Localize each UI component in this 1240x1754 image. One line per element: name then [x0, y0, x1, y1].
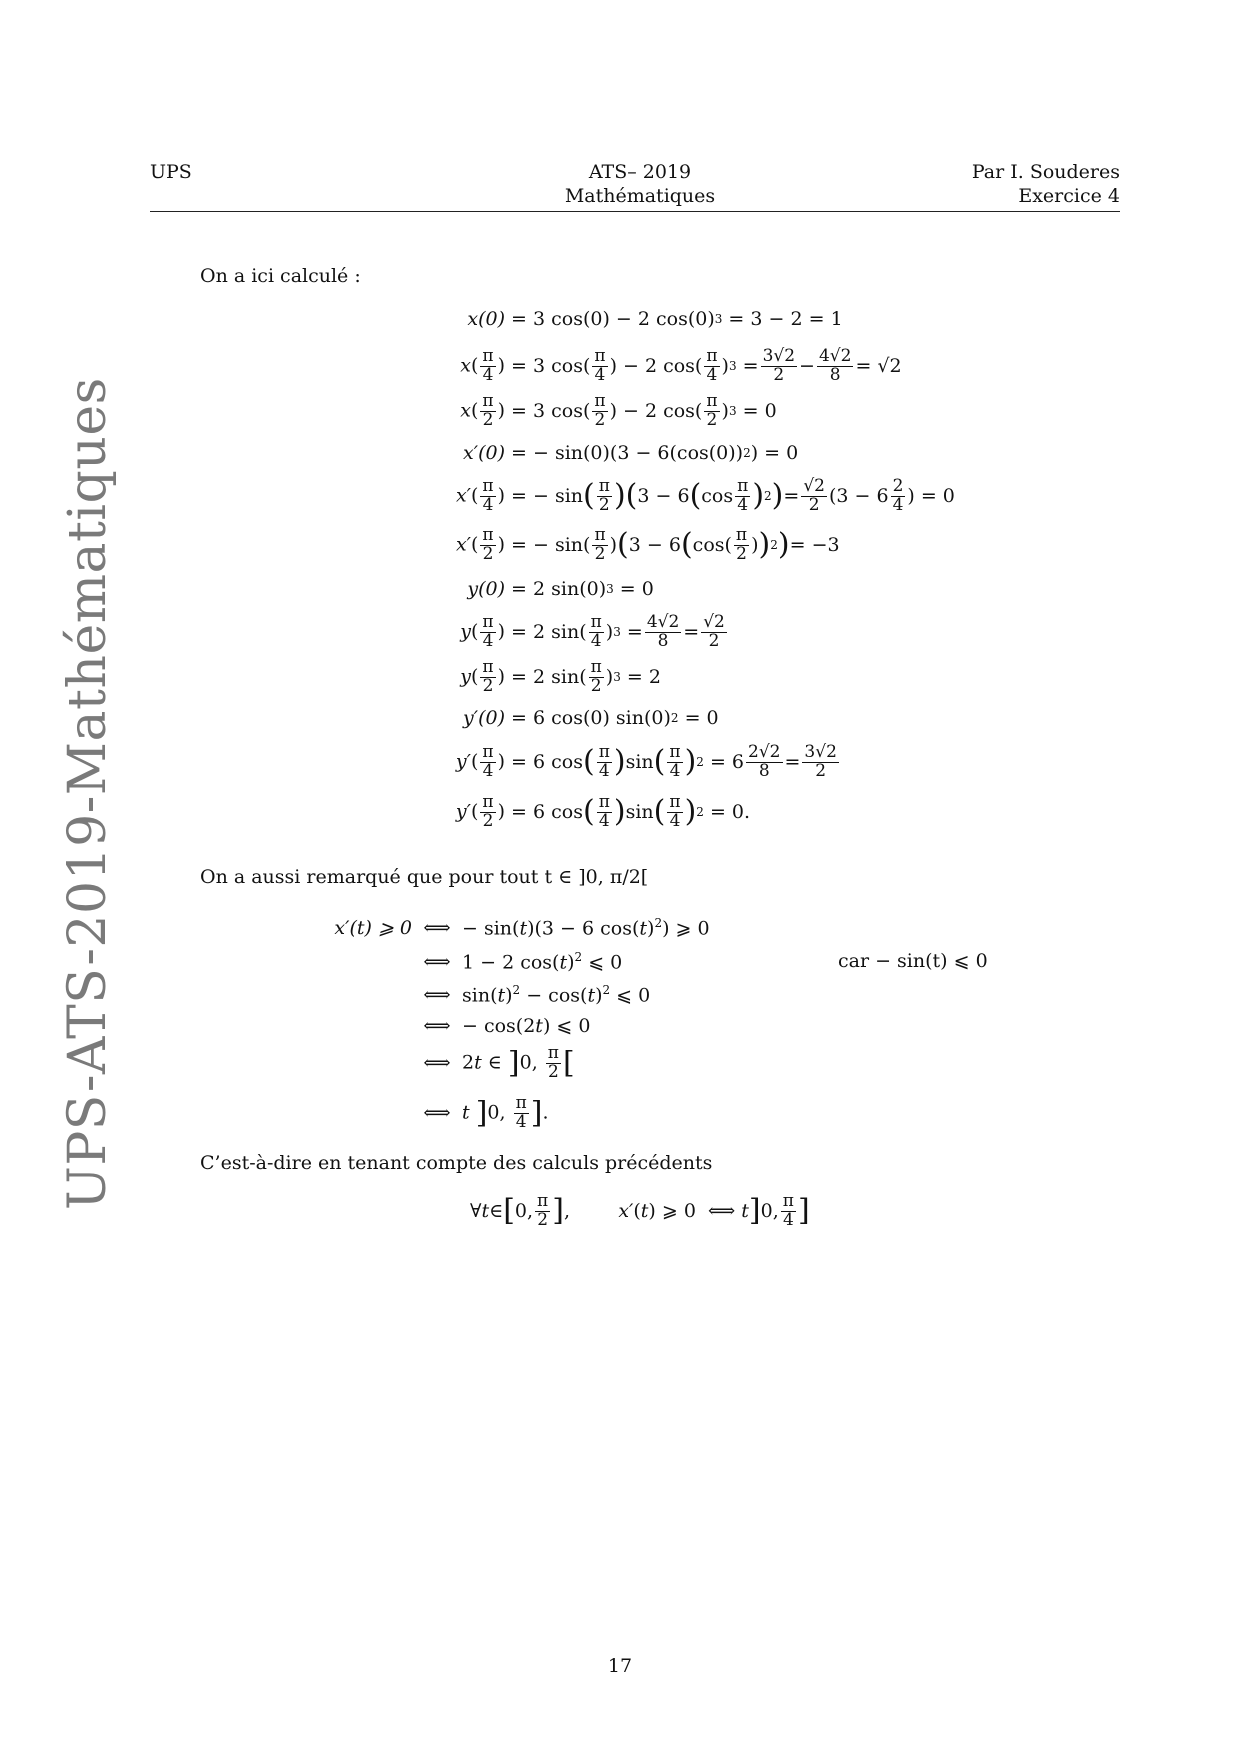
- intro-text: On a ici calculé :: [200, 265, 361, 287]
- header-center-line2: Mathématiques: [564, 185, 716, 207]
- header-left: UPS: [150, 161, 192, 183]
- header-right: [972, 160, 1120, 208]
- computation-line: x′( $\frac{\pi}{4}$ ) = − sin ( $\frac{\pi}{2}$ ) ( 3 − 6 ( cos $\frac{\pi}{4}$ ) 2 ) = $\frac{√2}{2}$ (3 − 6 $\frac{2}{4}$ ) = 0: [455, 476, 955, 515]
- header-center: [470, 160, 810, 208]
- equivalence-line: ⟺ − cos(2t) ⩽ 0: [423, 1015, 591, 1037]
- conclusion-text: C’est-à-dire en tenant compte des calculs précédents: [200, 1152, 713, 1174]
- computation-line: x′(0) = − sin(0)(3 − 6(cos(0)) 2 ) = 0: [463, 442, 799, 464]
- header-right-line1: Par I. Souderes: [971, 161, 1120, 183]
- equivalence-line: ⟺ t ]0, $\frac{\pi}{4}$ ].: [423, 1093, 549, 1132]
- computation-line: y′( $\frac{\pi}{4}$ ) = 6 cos ( $\frac{\pi}{4}$ ) sin ( $\frac{\pi}{4}$ ) 2 = 6 $\frac{2√2}{8}$ = $\frac{3√2}{2}$: [455, 742, 837, 781]
- computation-line: x( $\frac{\pi}{4}$ ) = 3 cos( $\frac{\pi}{4}$ ) − 2 cos( $\frac{\pi}{4}$ ) 3 = $\frac{3√2}{2}$ − $\frac{4√2}{8}$ = √2: [460, 346, 902, 385]
- equivalence-line: ⟺ 1 − 2 $\cos(t)^2$ ⩽ 0: [423, 950, 623, 974]
- header-rule: [150, 211, 1120, 212]
- computation-line: x( $\frac{\pi}{2}$ ) = 3 cos( $\frac{\pi}{2}$ ) − 2 cos( $\frac{\pi}{2}$ ) 3 = 0: [460, 391, 777, 430]
- equivalence-line: x′(t) ⩾ 0 ⟺ − sin(t)(3 − 6 $\cos(t)^2$) ⩾ 0: [334, 916, 710, 940]
- equivalence-line: ⟺ 2t ∈ ]0, $\frac{\pi}{2}$ [: [423, 1043, 575, 1082]
- computation-line: y′( $\frac{\pi}{2}$ ) = 6 cos ( $\frac{\pi}{4}$ ) sin ( $\frac{\pi}{4}$ ) 2 = 0.: [455, 792, 751, 831]
- remark-text: On a aussi remarqué que pour tout t ∈ ]0, π/2[: [200, 866, 649, 888]
- watermark: UPS-ATS-2019-Mathématiques: [58, 377, 118, 1210]
- computation-line: x(0) = 3 cos(0) − 2 cos(0) 3 = 3 − 2 = 1: [467, 308, 843, 330]
- page-number: 17: [607, 1655, 633, 1677]
- header-right-line2: Exercice 4: [1018, 185, 1120, 207]
- computation-line: x′( $\frac{\pi}{2}$ ) = − sin( $\frac{\pi}{2}$ ) ( 3 − 6 ( cos( $\frac{\pi}{2}$ ) ) 2 ) = −3: [455, 525, 840, 564]
- computation-line: y( $\frac{\pi}{4}$ ) = 2 sin( $\frac{\pi}{4}$ ) 3 = $\frac{4√2}{8}$ = $\frac{√2}{2}$: [460, 612, 725, 651]
- header-center-line1: ATS– 2019: [588, 161, 692, 183]
- equivalence-line: ⟺ $\sin(t)^2 - \cos(t)^2$ ⩽ 0: [423, 983, 651, 1007]
- equivalence-note: car − sin(t) ⩽ 0: [838, 950, 988, 972]
- final-statement: ∀ t ∈ [ 0, $\frac{\pi}{2}$ ] , x′ ( t ) ⩾ 0 ⟺ t ] 0, $\frac{\pi}{4}$ ]: [470, 1191, 810, 1230]
- computation-line: y(0) = 2 sin(0) 3 = 0: [467, 578, 654, 600]
- computation-line: y′(0) = 6 cos(0) sin(0) 2 = 0: [463, 707, 719, 729]
- computation-line: y( $\frac{\pi}{2}$ ) = 2 sin( $\frac{\pi}{2}$ ) 3 = 2: [460, 657, 661, 696]
